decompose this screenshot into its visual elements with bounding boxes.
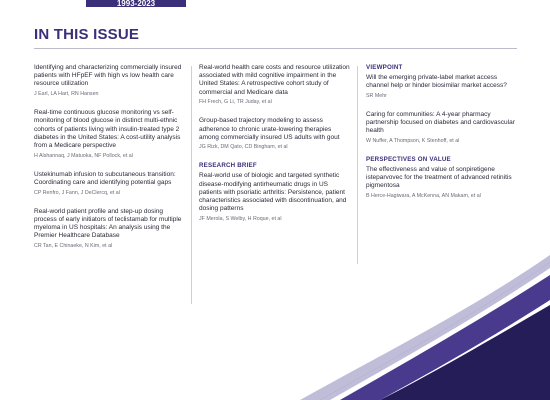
article-authors: W Nuffer, A Thompson, K Stenhoff, et al (366, 138, 460, 145)
article-authors: CR Tan, E Chinaeke, N Kim, et al (34, 242, 113, 249)
toc-column-2 (199, 64, 351, 234)
section-heading-perspectives-on-value: PERSPECTIVES ON VALUE (366, 156, 451, 164)
article-title[interactable]: Ustekinumab infusion to subcutaneous transition: Coordinating care and identifying potential gaps (34, 170, 176, 186)
toc-column-3 (366, 64, 518, 211)
article-authors: H Alshannaq, J Matuoka, NF Pollock, et al (34, 152, 133, 159)
article-title[interactable]: Will the emerging private-label market access channel help or hinder biosimilar market access? (366, 74, 507, 90)
article-authors: CP Renfro, J Fann, J DeClercq, et al (34, 189, 120, 196)
issue-heading: IN THIS ISSUE (34, 26, 140, 43)
article-title[interactable]: Real-world use of biologic and targeted synthetic disease-modifying antirheumatic drugs in US patients with psoriatic arthritis: Persistence, patient characteristics associated with discontinuation, and dosing patterns (199, 172, 347, 213)
article-authors: FH Frech, G Li, TR Juday, et al (199, 99, 272, 106)
article-title[interactable]: Identifying and characterizing commercially insured patients with HFpEF with high vs low health care resource utilization (34, 64, 182, 88)
article-entry[interactable] (366, 166, 518, 200)
heading-rule (34, 48, 517, 49)
swoosh-dark-band (380, 305, 550, 400)
toc-column-1 (34, 64, 184, 261)
article-authors: B Herce-Hagiwara, A McKenna, AN Makam, et al (366, 193, 481, 200)
article-title[interactable]: The effectiveness and value of sonpiretigene isteparvovec for the treatment of advanced retinitis pigmentosa (366, 166, 512, 190)
article-title[interactable]: Real-world health care costs and resource utilization associated with mild cognitive impairment in the United States: A retrospective cohort study of commercial and Medicare data (199, 64, 350, 96)
article-entry[interactable] (34, 208, 184, 250)
article-authors: JG Rizk, DM Qato, CD Bingham, et al (199, 144, 288, 151)
swoosh-light-band (300, 255, 550, 400)
article-authors: JF Merola, S Welby, H Roque, et al (199, 215, 282, 222)
column-divider (357, 66, 358, 264)
article-entry[interactable] (199, 117, 351, 151)
section-heading-research-brief: RESEARCH BRIEF (199, 162, 257, 170)
swoosh-mid-band (340, 275, 550, 400)
section-heading-viewpoint: VIEWPOINT (366, 64, 403, 71)
swoosh-highlight-line (320, 262, 550, 400)
article-entry[interactable] (366, 74, 518, 100)
article-entry[interactable] (366, 111, 518, 145)
article-title[interactable]: Real-time continuous glucose monitoring vs self-monitoring of blood glucose in distinct multi-ethnic cohorts of patients living with insulin-treated type 2 diabetes in the United States: A cost-utility analysis from a Medicare perspective (34, 109, 181, 149)
article-authors: SR Mehr (366, 92, 387, 99)
article-authors: J Earl, LA Hart, RN Hansen (34, 91, 99, 98)
article-title[interactable]: Caring for communities: A 4-year pharmacy partnership focused on diabetes and cardiovascular health (366, 110, 515, 135)
article-entry[interactable] (34, 171, 184, 197)
article-title[interactable]: Group-based trajectory modeling to assess adherence to chronic urate-lowering therapies among commercially insured US adults with gout (199, 117, 340, 141)
article-entry[interactable] (34, 109, 184, 160)
column-divider (191, 66, 192, 304)
anniversary-banner: 1993-2023 (86, 0, 186, 7)
article-entry[interactable] (199, 172, 351, 223)
article-entry[interactable] (34, 64, 184, 98)
article-title[interactable]: Real-world patient profile and step-up dosing process of early initiators of teclistamab for multiple myeloma in US hospitals: An analysis using the Premier Healthcare Database (34, 207, 182, 240)
article-entry[interactable] (199, 64, 351, 106)
